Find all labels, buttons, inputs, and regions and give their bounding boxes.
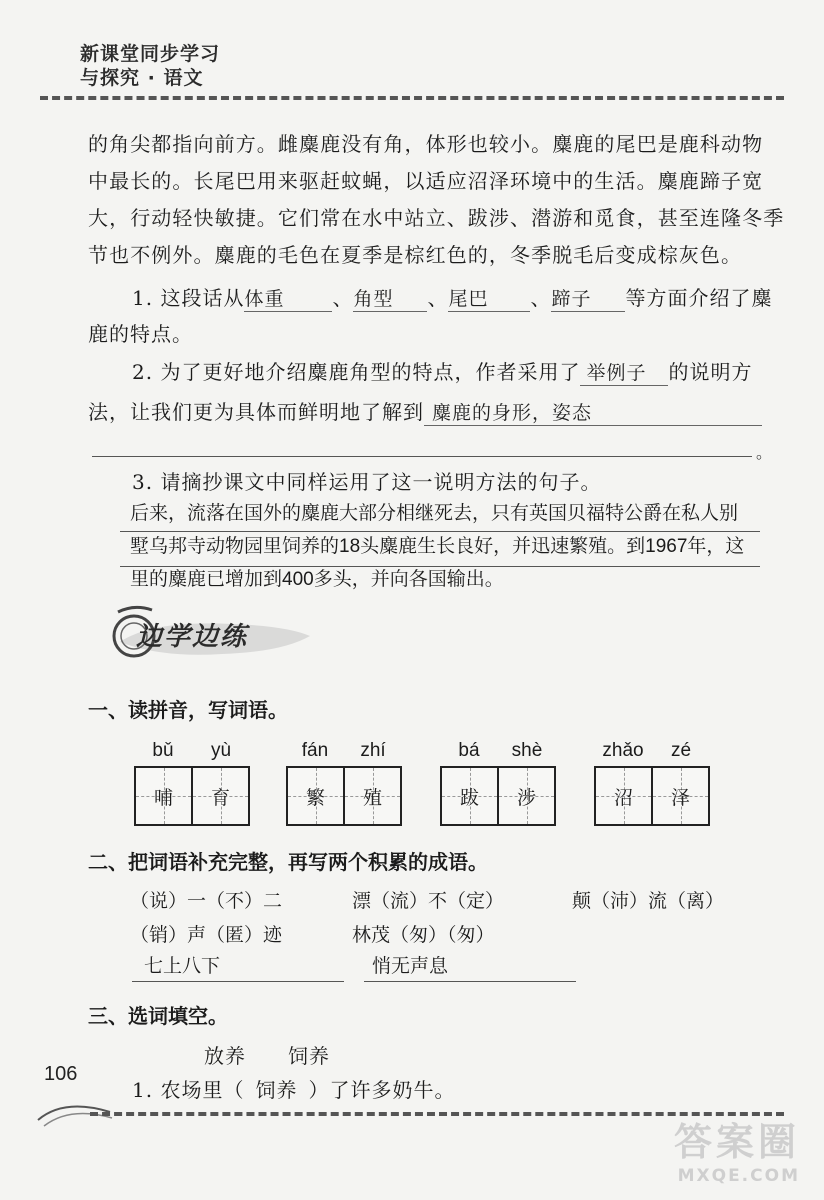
character: 泽 — [670, 787, 690, 809]
answer-line — [364, 981, 576, 982]
character-box[interactable] — [440, 766, 556, 826]
passage-line: 中最长的。长尾巴用来驱赶蚊蝇，以适应沼泽环境中的生活。麋鹿蹄子宽 — [88, 169, 764, 193]
idiom-item[interactable] — [130, 886, 282, 913]
idiom-part: ）不（ — [409, 890, 467, 912]
q1-sep: 、 — [427, 286, 449, 310]
character: 育 — [210, 787, 230, 809]
word-group-4 — [594, 740, 710, 826]
q2-answer-1[interactable]: 举例子 — [580, 358, 668, 386]
s3-q1-answer[interactable]: 饲养 — [255, 1080, 298, 1102]
idiom-item[interactable] — [130, 920, 282, 947]
header-line2: 与探究 · 语文 — [80, 67, 204, 89]
q3-answer-line: 里的麋鹿已增加到400多头，并向各国输出。 — [130, 569, 504, 590]
q2-answer-2[interactable]: 麋鹿的身形，姿态 — [424, 398, 762, 426]
character: 涉 — [516, 787, 536, 809]
q1-answer-2[interactable]: 角型 — [353, 284, 427, 312]
answer-line — [120, 531, 760, 532]
q2-part2: 的说明方 — [668, 360, 753, 384]
passage — [88, 126, 785, 274]
character: 沼 — [613, 787, 633, 809]
idiom-part: ）（ — [428, 924, 457, 946]
pinyin: bǔ — [152, 740, 174, 761]
question-2 — [132, 356, 752, 386]
passage-line: 节也不例外。麋鹿的毛色在夏季是棕红色的，冬季脱毛后变成棕灰色。 — [88, 243, 743, 267]
q2-part1: 2. 为了更好地介绍麋鹿角型的特点，作者采用了 — [132, 360, 581, 384]
watermark-line2: MXQE.COM — [677, 1166, 800, 1186]
section-3-title: 三、选词填空。 — [88, 1004, 228, 1028]
book-header — [80, 42, 220, 90]
word-group-3 — [440, 740, 556, 826]
q1-answer-3[interactable]: 尾巴 — [448, 284, 530, 312]
banner-title: 边学边练 — [136, 622, 249, 652]
idiom-part: 颠（沛 — [572, 890, 630, 912]
pinyin: zé — [670, 740, 692, 761]
idiom-part: ）流（ — [629, 890, 687, 912]
answer-line — [132, 981, 344, 982]
idiom-answer-2[interactable]: 悄无声息 — [372, 956, 449, 977]
s3-question-1 — [132, 1074, 455, 1103]
q1-answer-4[interactable]: 蹄子 — [551, 284, 625, 312]
watermark — [674, 1111, 800, 1186]
idiom-fill: 定 — [466, 891, 486, 912]
s3-q1-suffix: ）了许多奶牛。 — [308, 1078, 456, 1102]
header-divider — [40, 96, 784, 100]
idiom-part: 漂（流 — [352, 890, 410, 912]
q1-prefix: 1. 这段话从 — [132, 286, 245, 310]
q3-answer-text[interactable] — [130, 497, 744, 596]
idiom-part: ） — [705, 890, 725, 912]
character-box[interactable] — [286, 766, 402, 826]
character: 哺 — [153, 787, 173, 809]
pinyin: shè — [511, 740, 543, 761]
q1-suffix: 等方面介绍了麋 — [625, 286, 773, 310]
q2-line2 — [88, 396, 762, 426]
q3-prompt: 3. 请摘抄课文中同样运用了这一说明方法的句子。 — [132, 470, 602, 494]
idiom-part: ） — [485, 890, 505, 912]
idiom-fill: 匆 — [456, 925, 476, 946]
q2-part3: 法，让我们更为具体而鲜明地了解到 — [88, 400, 424, 424]
pinyin: yù — [210, 740, 232, 761]
idiom-item[interactable] — [572, 886, 724, 913]
idiom-fill: 匿 — [225, 925, 245, 946]
idiom-item[interactable] — [352, 920, 495, 947]
pinyin: fán — [301, 740, 329, 761]
passage-line: 大，行动轻快敏捷。它们常在水中站立、跋涉、潜游和觅食，甚至连隆冬季 — [88, 206, 785, 230]
s3-q1-prefix: 1. 农场里（ — [132, 1078, 245, 1102]
q3-answer-line: 后来，流落在国外的麋鹿大部分相继死去，只有英国贝福特公爵在私人别 — [130, 503, 739, 524]
pinyin: bá — [458, 740, 480, 761]
section-1-title: 一、读拼音，写词语。 — [88, 698, 288, 722]
page-number: 106 — [44, 1063, 78, 1085]
character: 繁 — [305, 787, 325, 809]
idiom-part: ）二 — [244, 890, 283, 912]
word-options: 放养 饲养 — [204, 1044, 330, 1068]
word-group-2 — [286, 740, 402, 826]
q1-sep: 、 — [530, 286, 552, 310]
character: 殖 — [362, 787, 382, 809]
idiom-fill: 离 — [686, 891, 706, 912]
idiom-fill: 不 — [225, 891, 245, 912]
watermark-line1: 答案圈 — [673, 1120, 800, 1164]
idiom-part: ）一（ — [168, 890, 226, 912]
q3-answer-line: 墅乌邦寺动物园里饲养的18头麋鹿生长良好，并迅速繁殖。到1967年，这 — [130, 536, 745, 557]
answer-line — [92, 456, 752, 457]
character: 跋 — [459, 787, 479, 809]
character-box[interactable] — [594, 766, 710, 826]
idiom-part: （销 — [130, 924, 169, 946]
question-1 — [132, 282, 772, 312]
idiom-part: 林茂（匆 — [352, 924, 429, 946]
pinyin: zhí — [360, 740, 386, 761]
idiom-answer-1[interactable]: 七上八下 — [144, 956, 221, 977]
idiom-part: （说 — [130, 890, 169, 912]
answer-line — [120, 566, 760, 567]
character-box[interactable] — [134, 766, 250, 826]
pinyin: zhǎo — [602, 740, 644, 761]
idiom-item[interactable] — [352, 886, 504, 913]
idiom-part: ）迹 — [244, 924, 283, 946]
q1-answer-1[interactable]: 体重 — [244, 284, 332, 312]
passage-line: 的角尖都指向前方。雌麋鹿没有角，体形也较小。麋鹿的尾巴是鹿科动物 — [88, 132, 764, 156]
idiom-part: ）声（ — [168, 924, 226, 946]
q2-end: 。 — [756, 443, 774, 462]
q1-sep: 、 — [332, 286, 354, 310]
idiom-part: ） — [475, 924, 495, 946]
word-group-1 — [134, 740, 250, 826]
page-corner-decoration — [34, 1090, 114, 1130]
q1-line2: 鹿的特点。 — [88, 322, 193, 346]
header-line1: 新课堂同步学习 — [80, 43, 221, 65]
section-2-title: 二、把词语补充完整，再写两个积累的成语。 — [88, 850, 488, 874]
